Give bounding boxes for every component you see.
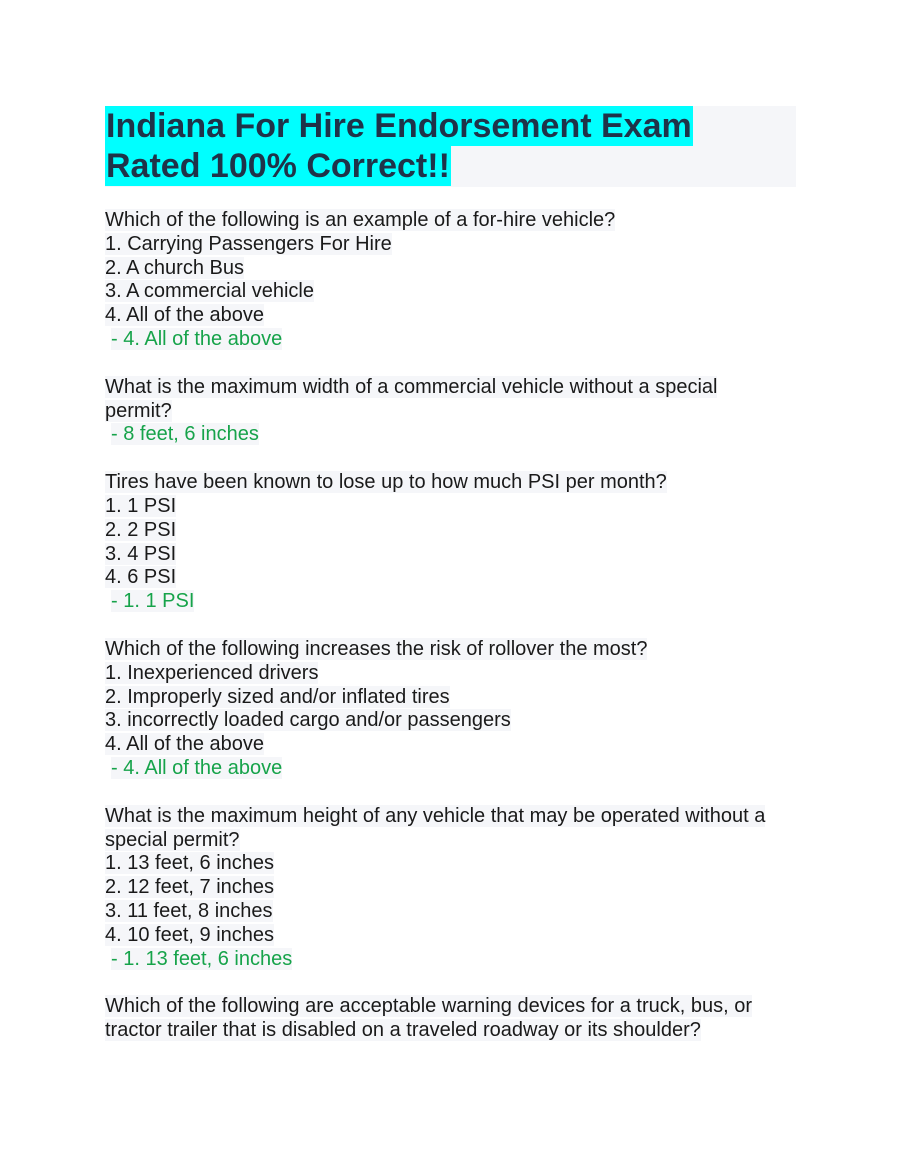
question-text-span: Which of the following is an example of a for-hire vehicle? [105, 209, 616, 231]
answer-option [105, 495, 805, 519]
question-text [105, 805, 805, 829]
answer-option-text: 2. Improperly sized and/or inflated tires [105, 685, 450, 708]
answer-option [105, 686, 805, 710]
answer-option-text: 3. 4 PSI [105, 542, 177, 565]
answer-option-text: 1. Carrying Passengers For Hire [105, 232, 392, 255]
answer-option-text: 1. Inexperienced drivers [105, 661, 319, 684]
question-text [105, 376, 805, 400]
question-block [105, 209, 805, 352]
correct-answer-text: - 1. 13 feet, 6 inches [111, 947, 293, 970]
question-block [105, 376, 805, 447]
correct-answer-text: - 4. All of the above [111, 327, 283, 350]
question-text [105, 829, 805, 853]
answer-option-text: 4. All of the above [105, 304, 265, 327]
answer-option [105, 709, 805, 733]
question-block [105, 805, 805, 972]
question-text-span: Which of the following increases the risk of rollover the most? [105, 637, 648, 660]
answer-option-text: 2. A church Bus [105, 256, 244, 279]
answer-option-text: 1. 13 feet, 6 inches [105, 852, 275, 875]
answer-option [105, 566, 805, 590]
correct-answer [105, 757, 805, 781]
answer-option [105, 900, 805, 924]
correct-answer [105, 948, 805, 972]
question-text [105, 1019, 805, 1043]
answer-option-text: 2. 2 PSI [105, 518, 177, 541]
question-text-span: What is the maximum width of a commercial vehicle without a special [105, 375, 718, 398]
answer-option [105, 852, 805, 876]
answer-option-text: 4. All of the above [105, 733, 265, 756]
answer-option-text: 3. A commercial vehicle [105, 280, 314, 303]
answer-option [105, 233, 805, 257]
question-text [105, 209, 805, 233]
question-block [105, 995, 805, 1043]
question-list [105, 209, 805, 1067]
question-text [105, 995, 805, 1019]
question-block [105, 638, 805, 781]
correct-answer-text: - 1. 1 PSI [111, 590, 195, 613]
correct-answer-text: - 8 feet, 6 inches [111, 423, 259, 446]
question-text-span: tractor trailer that is disabled on a traveled roadway or its shoulder? [105, 1019, 701, 1042]
question-text-span: permit? [105, 399, 172, 422]
question-text-span: Which of the following are acceptable warning devices for a truck, bus, or [105, 995, 752, 1018]
answer-option [105, 662, 805, 686]
answer-option [105, 924, 805, 948]
answer-option-text: 4. 6 PSI [105, 566, 177, 589]
question-text [105, 471, 805, 495]
correct-answer [105, 590, 805, 614]
question-text [105, 638, 805, 662]
answer-option-text: 2. 12 feet, 7 inches [105, 876, 275, 899]
question-text-span: Tires have been known to lose up to how much PSI per month? [105, 471, 667, 494]
answer-option [105, 876, 805, 900]
answer-option-text: 4. 10 feet, 9 inches [105, 923, 275, 946]
question-text-span: What is the maximum height of any vehicle that may be operated without a [105, 804, 766, 827]
question-text [105, 400, 805, 424]
answer-option [105, 543, 805, 567]
document-title-line-1: Indiana For Hire Endorsement Exam [106, 107, 692, 145]
answer-option-text: 1. 1 PSI [105, 494, 177, 517]
answer-option [105, 733, 805, 757]
question-block [105, 471, 805, 614]
answer-option [105, 280, 805, 304]
answer-option [105, 257, 805, 281]
answer-option-text: 3. incorrectly loaded cargo and/or passengers [105, 709, 511, 732]
correct-answer [105, 328, 805, 352]
correct-answer [105, 423, 805, 447]
answer-option [105, 519, 805, 543]
correct-answer-text: - 4. All of the above [111, 756, 283, 779]
answer-option [105, 304, 805, 328]
answer-option-text: 3. 11 feet, 8 inches [105, 899, 273, 922]
question-text-span: special permit? [105, 828, 240, 851]
document-title-line-2: Rated 100% Correct!! [106, 147, 450, 185]
